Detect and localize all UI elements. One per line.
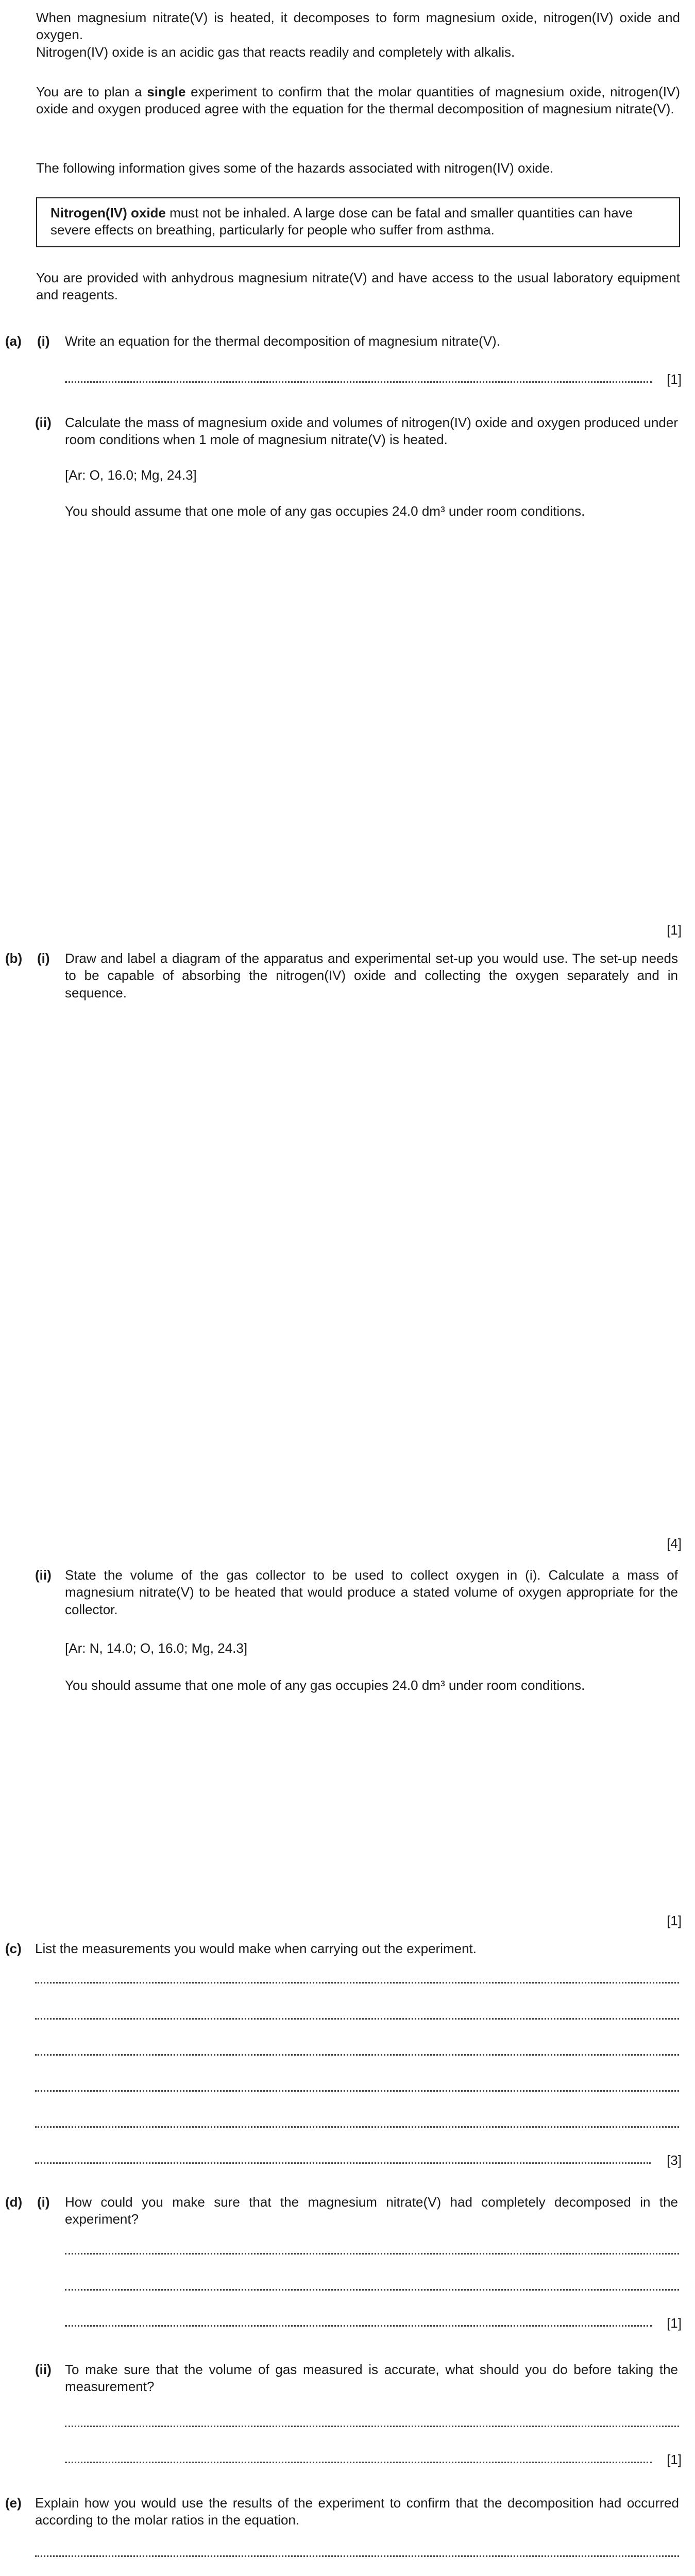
answer-line[interactable] <box>65 2325 652 2327</box>
relative-atomic-masses: [Ar: N, 14.0; O, 16.0; Mg, 24.3] <box>65 1640 248 1656</box>
question-d-label: (d) <box>5 2194 23 2210</box>
answer-line[interactable] <box>65 381 652 383</box>
relative-atomic-masses: [Ar: O, 16.0; Mg, 24.3] <box>65 467 197 483</box>
intro-paragraph-5: You are provided with anhydrous magnesium nitrate(V) and have access to the usual laboratory equipment and reagents. <box>36 270 680 303</box>
question-b-ii-text: State the volume of the gas collector to be used to collect oxygen in (i). Calculate a mass of magnesium nitrate(V) to be heated that would produce a stated volume of oxygen appropriate for the collector. <box>65 1567 678 1617</box>
intro-paragraph-1 <box>36 9 680 61</box>
intro-paragraph-4: The following information gives some of the hazards associated with nitrogen(IV) oxide. <box>36 160 554 176</box>
hazard-box <box>36 197 680 247</box>
question-c-label: (c) <box>5 1941 22 1956</box>
intro-text-3b: experiment to confirm that the molar quantities of magnesium oxide, nitrogen(IV) oxide and oxygen produced agree with the equation for the thermal decomposition of magnesium nitrate(V). <box>36 84 680 117</box>
answer-line[interactable] <box>35 2090 679 2092</box>
intro-paragraph-3 <box>36 83 680 118</box>
question-c-text: List the measurements you would make when carrying out the experiment. <box>35 1941 477 1956</box>
answer-line[interactable] <box>65 2426 679 2427</box>
answer-line[interactable] <box>35 1982 679 1984</box>
answer-line[interactable] <box>35 2555 679 2557</box>
intro-text-1: When magnesium nitrate(V) is heated, it decomposes to form magnesium oxide, nitrogen(IV) oxide and oxygen. <box>36 10 680 43</box>
intro-text-2: Nitrogen(IV) oxide is an acidic gas that reacts readily and completely with alkalis. <box>36 44 515 60</box>
question-d-i-text: How could you make sure that the magnesium nitrate(V) had completely decomposed in the experiment? <box>65 2194 678 2227</box>
mark-d-i: [1] <box>667 2315 682 2331</box>
question-a-ii-text: Calculate the mass of magnesium oxide and volumes of nitrogen(IV) oxide and oxygen produced under room conditions when 1 mole of magnesium nitrate(V) is heated. <box>65 415 678 448</box>
hazard-text: must not be inhaled. A large dose can be fatal and smaller quantities can have severe effects on breathing, particularly for people who suffer from asthma. <box>50 205 633 238</box>
question-a-i-label: (i) <box>37 333 50 349</box>
answer-line[interactable] <box>65 2253 679 2255</box>
question-a-ii-label: (ii) <box>35 415 52 430</box>
question-d-ii-text: To make sure that the volume of gas measured is accurate, what should you do before taking the measurement? <box>65 2362 678 2395</box>
answer-line[interactable] <box>35 2054 679 2056</box>
gas-volume-note: You should assume that one mole of any gas occupies 24.0 dm³ under room conditions. <box>65 503 585 519</box>
question-b-i-text: Draw and label a diagram of the apparatus and experimental set-up you would use. The set-up needs to be capable of absorbing the nitrogen(IV) oxide and collecting the oxygen separately and in sequence. <box>65 951 678 1001</box>
answer-line[interactable] <box>65 2289 679 2291</box>
hazard-title: Nitrogen(IV) oxide <box>50 205 166 221</box>
question-e-text: Explain how you would use the results of the experiment to confirm that the decomposition had occurred according to the molar ratios in the equation. <box>35 2495 679 2528</box>
question-a-label: (a) <box>5 333 22 349</box>
question-e-label: (e) <box>5 2495 22 2511</box>
gas-volume-note: You should assume that one mole of any gas occupies 24.0 dm³ under room conditions. <box>65 1677 585 1693</box>
intro-text-3-bold: single <box>147 84 186 99</box>
mark-a-ii: [1] <box>667 922 682 938</box>
mark-b-ii: [1] <box>667 1913 682 1928</box>
answer-line[interactable] <box>35 2126 679 2128</box>
question-b-label: (b) <box>5 951 23 966</box>
question-d-i-label: (i) <box>37 2194 50 2210</box>
answer-line[interactable] <box>35 2018 679 2020</box>
mark-b-i: [4] <box>667 1536 682 1551</box>
question-a-i-text: Write an equation for the thermal decomposition of magnesium nitrate(V). <box>65 333 500 349</box>
intro-text-3a: You are to plan a <box>36 84 147 99</box>
question-b-ii-label: (ii) <box>35 1567 52 1583</box>
answer-line[interactable] <box>35 2162 651 2164</box>
question-d-ii-label: (ii) <box>35 2362 52 2377</box>
mark-a-i: [1] <box>667 371 682 387</box>
question-b-i-label: (i) <box>37 951 50 966</box>
mark-d-ii: [1] <box>667 2452 682 2467</box>
answer-line[interactable] <box>65 2462 652 2463</box>
mark-c: [3] <box>667 2153 682 2168</box>
